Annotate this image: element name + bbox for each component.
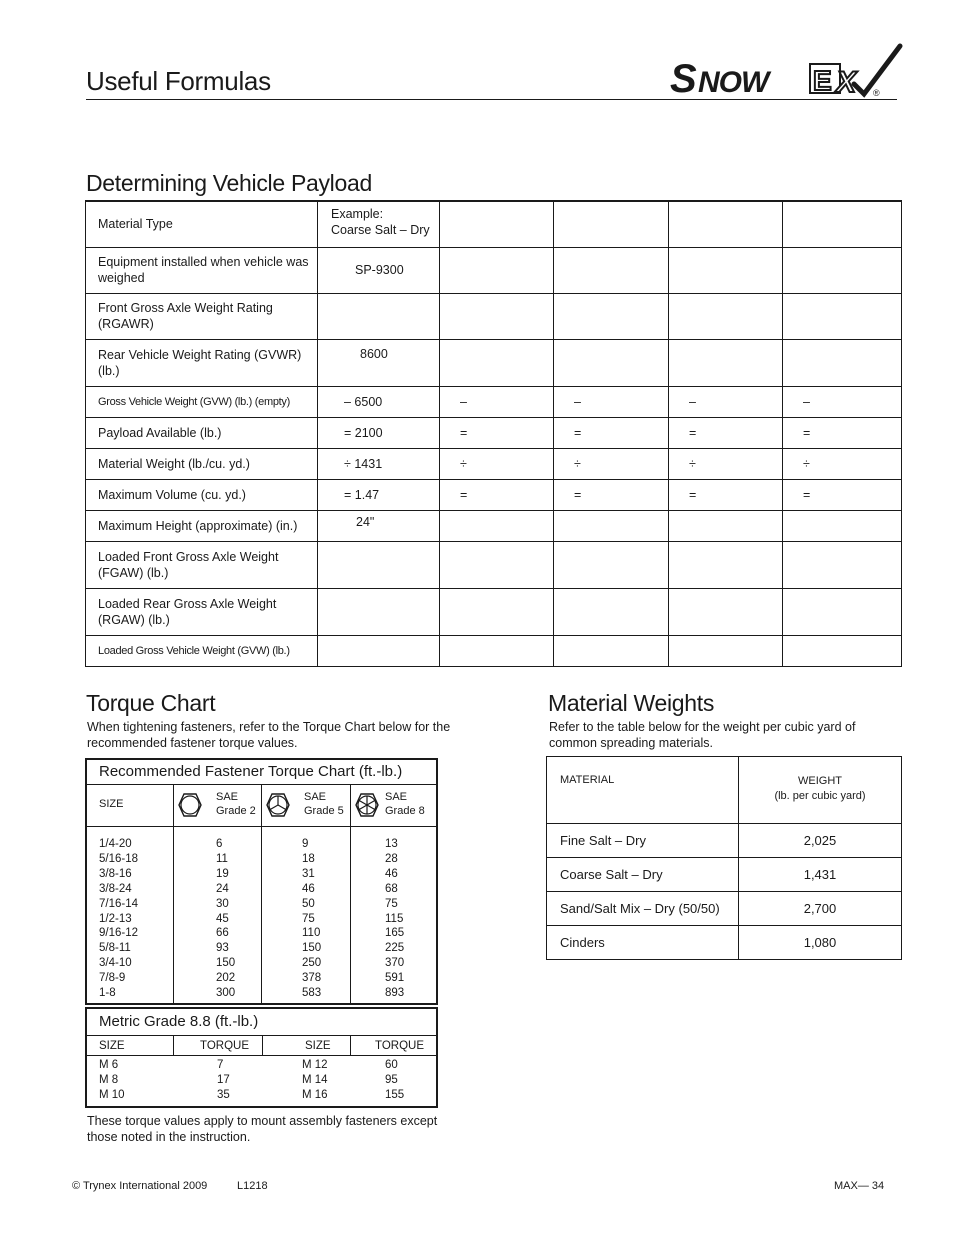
payload-entry-cell (554, 201, 669, 247)
torque-value: 75 (302, 912, 315, 925)
payload-row (86, 510, 902, 541)
material-row (547, 926, 902, 960)
torque-heading: Torque Chart (86, 690, 216, 716)
hex-bolt-grade5-icon (266, 793, 290, 817)
metric-torque-b (351, 1058, 436, 1103)
payload-entry-cell (783, 247, 902, 293)
size-values (87, 827, 173, 1003)
payload-entry-cell: ÷ (554, 448, 669, 479)
metric-torque-chart (85, 1007, 438, 1108)
payload-entry-cell: = (783, 479, 902, 510)
torque-value: 225 (385, 942, 405, 955)
metric-torque-value: 35 (217, 1089, 230, 1101)
material-weights-table (546, 756, 902, 960)
fastener-size: 9/16-12 (99, 927, 139, 940)
metric-torque-value: 17 (217, 1074, 230, 1086)
weight-column-header: WEIGHT (lb. per cubic yard) (739, 757, 902, 824)
fastener-size: 5/16-18 (99, 852, 139, 865)
material-name: Fine Salt – Dry (547, 824, 739, 858)
metric-size: M 6 (99, 1059, 119, 1071)
material-weights-intro: Refer to the table below for the weight per cubic yard of common spreading materials. (549, 720, 856, 750)
metric-size-header-2: SIZE (263, 1036, 351, 1056)
torque-value: 150 (216, 957, 236, 970)
payload-entry-cell (783, 339, 902, 386)
torque-value: 6 (216, 838, 223, 850)
payload-row (86, 417, 902, 448)
torque-value: 18 (302, 852, 315, 865)
footer-page-number: MAX— 34 (834, 1180, 885, 1192)
size-column (87, 785, 174, 1003)
material-row (547, 824, 902, 858)
material-row (547, 892, 902, 926)
metric-chart-title: Metric Grade 8.8 (ft.-lb.) (87, 1009, 436, 1036)
material-column-header: MATERIAL (547, 757, 739, 824)
torque-value: 93 (216, 942, 229, 955)
payload-row-label: Material Type (86, 201, 318, 247)
torque-value: 75 (385, 897, 398, 910)
payload-entry-cell: = (440, 417, 554, 448)
torque-note: These torque values apply to mount assembly fasteners except those noted in the instruction. (87, 1114, 438, 1144)
fastener-size: 3/8-24 (99, 882, 132, 895)
payload-entry-cell: – (669, 386, 783, 417)
fastener-size: 3/8-16 (99, 867, 132, 880)
grade8-values (351, 827, 436, 1003)
payload-entry-cell (669, 541, 783, 588)
payload-entry-cell (554, 247, 669, 293)
payload-table (85, 200, 902, 667)
metric-size: M 14 (302, 1074, 328, 1086)
torque-value: 46 (302, 882, 315, 895)
torque-chart (85, 758, 438, 1005)
metric-size: M 12 (302, 1059, 328, 1071)
payload-example-cell: = 2100 (318, 417, 440, 448)
torque-value: 46 (385, 867, 398, 880)
torque-value: 30 (216, 897, 229, 910)
fastener-size: 7/16-14 (99, 897, 139, 910)
material-weight: 2,700 (739, 892, 902, 926)
payload-entry-cell (554, 293, 669, 339)
svg-text:E: E (813, 65, 832, 96)
fastener-size: 5/8-11 (99, 942, 131, 955)
payload-entry-cell (554, 588, 669, 635)
payload-entry-cell (783, 635, 902, 666)
metric-torque-a (174, 1058, 263, 1103)
payload-entry-cell (440, 293, 554, 339)
payload-entry-cell (554, 510, 669, 541)
payload-row (86, 635, 902, 666)
payload-heading: Determining Vehicle Payload (86, 170, 372, 196)
payload-example-cell: ÷ 1431 (318, 448, 440, 479)
payload-entry-cell: ÷ (440, 448, 554, 479)
metric-size-header: SIZE (87, 1036, 174, 1056)
torque-value: 31 (302, 867, 315, 880)
payload-row-label: Loaded Gross Vehicle Weight (GVW) (lb.) (86, 635, 318, 666)
payload-row-label: Maximum Volume (cu. yd.) (86, 479, 318, 510)
payload-example-cell: – 6500 (318, 386, 440, 417)
torque-value: 50 (302, 897, 315, 910)
metric-torque-header-2: TORQUE (351, 1036, 436, 1056)
torque-intro: When tightening fasteners, refer to the Torque Chart below for the recommended fastener torque values. (87, 720, 451, 750)
payload-entry-cell (669, 339, 783, 386)
payload-row (86, 479, 902, 510)
payload-entry-cell (783, 201, 902, 247)
material-weight: 2,025 (739, 824, 902, 858)
size-header: SIZE (87, 785, 173, 827)
payload-entry-cell (669, 293, 783, 339)
metric-size: M 8 (99, 1074, 119, 1086)
payload-entry-cell: – (440, 386, 554, 417)
torque-value: 45 (216, 912, 229, 925)
payload-row-label: Equipment installed when vehicle was weighed (86, 247, 318, 293)
payload-entry-cell: = (669, 417, 783, 448)
payload-row-label: Maximum Height (approximate) (in.) (86, 510, 318, 541)
torque-value: 13 (385, 838, 398, 850)
torque-value: 893 (385, 987, 405, 1000)
torque-value: 9 (302, 838, 309, 850)
payload-entry-cell (783, 588, 902, 635)
torque-value: 202 (216, 972, 236, 985)
payload-entry-cell (669, 635, 783, 666)
torque-value: 370 (385, 957, 405, 970)
payload-row (86, 541, 902, 588)
payload-entry-cell: = (554, 479, 669, 510)
grade5-values (262, 827, 350, 1003)
payload-entry-cell (669, 510, 783, 541)
payload-example-cell (318, 293, 440, 339)
hex-bolt-grade8-icon (355, 793, 379, 817)
payload-entry-cell (669, 201, 783, 247)
payload-entry-cell (783, 510, 902, 541)
payload-entry-cell (783, 293, 902, 339)
payload-row (86, 247, 902, 293)
grade2-column: SAE Grade 2 6 11 19 24 30 45 66 93 150 202 300 (174, 785, 262, 1003)
payload-row-label: Rear Vehicle Weight Rating (GVWR) (lb.) (86, 339, 318, 386)
metric-torque-value: 155 (385, 1089, 405, 1101)
payload-row-label: Loaded Rear Gross Axle Weight (RGAW) (lb.) (86, 588, 318, 635)
metric-torque-value: 7 (217, 1059, 224, 1071)
grade8-column: SAE Grade 8 13 28 46 68 75 115 165 225 370 591 893 (351, 785, 436, 1003)
payload-entry-cell (554, 339, 669, 386)
payload-row-label: Loaded Front Gross Axle Weight (FGAW) (lb.) (86, 541, 318, 588)
payload-example-cell: 24" (318, 510, 440, 541)
payload-entry-cell (440, 339, 554, 386)
torque-value: 300 (216, 987, 236, 1000)
metric-sizes-a (87, 1058, 174, 1103)
payload-row-label: Material Weight (lb./cu. yd.) (86, 448, 318, 479)
material-name: Cinders (547, 926, 739, 960)
payload-example-cell: = 1.47 (318, 479, 440, 510)
svg-text:®: ® (873, 88, 880, 98)
metric-torque-value: 60 (385, 1059, 398, 1071)
payload-row (86, 293, 902, 339)
payload-row (86, 386, 902, 417)
payload-entry-cell (554, 541, 669, 588)
fastener-size: 3/4-10 (99, 957, 132, 970)
hex-bolt-grade2-icon (178, 793, 202, 817)
payload-entry-cell (669, 588, 783, 635)
material-name: Sand/Salt Mix – Dry (50/50) (547, 892, 739, 926)
torque-value: 150 (302, 942, 322, 955)
torque-chart-title: Recommended Fastener Torque Chart (ft.-lb.) (87, 760, 436, 785)
payload-row (86, 448, 902, 479)
torque-value: 66 (216, 927, 229, 940)
svg-text:NOW: NOW (698, 66, 769, 98)
metric-sizes-b (263, 1058, 351, 1103)
payload-entry-cell: = (669, 479, 783, 510)
torque-value: 591 (385, 972, 405, 985)
fastener-size: 1/2-13 (99, 912, 132, 925)
torque-value: 165 (385, 927, 405, 940)
snowex-logo (668, 40, 903, 98)
metric-size: M 10 (99, 1089, 125, 1101)
metric-torque-header: TORQUE (174, 1036, 263, 1056)
payload-entry-cell: ÷ (669, 448, 783, 479)
payload-entry-cell: ÷ (783, 448, 902, 479)
payload-example-cell: Example: Coarse Salt – Dry (318, 201, 440, 247)
material-weight: 1,080 (739, 926, 902, 960)
footer-copyright: © Trynex International 2009 (72, 1180, 208, 1192)
torque-value: 11 (216, 852, 228, 865)
torque-value: 583 (302, 987, 322, 1000)
payload-example-cell (318, 588, 440, 635)
payload-entry-cell (669, 247, 783, 293)
payload-entry-cell (440, 635, 554, 666)
metric-size: M 16 (302, 1089, 328, 1101)
material-name: Coarse Salt – Dry (547, 858, 739, 892)
material-row (547, 858, 902, 892)
torque-value: 28 (385, 852, 398, 865)
torque-value: 68 (385, 882, 398, 895)
payload-row-label: Gross Vehicle Weight (GVW) (lb.) (empty) (86, 386, 318, 417)
svg-text:X: X (836, 66, 857, 98)
payload-row (86, 339, 902, 386)
torque-value: 378 (302, 972, 322, 985)
payload-entry-cell: – (554, 386, 669, 417)
fastener-size: 1/4-20 (99, 838, 132, 850)
payload-entry-cell (440, 588, 554, 635)
payload-entry-cell: = (440, 479, 554, 510)
torque-value: 110 (302, 927, 321, 940)
material-weights-heading: Material Weights (548, 690, 715, 716)
payload-row (86, 201, 902, 247)
fastener-size: 1-8 (99, 987, 116, 1000)
fastener-size: 7/8-9 (99, 972, 126, 985)
grade5-column: SAE Grade 5 9 18 31 46 50 75 110 150 250 378 583 (262, 785, 351, 1003)
material-weight: 1,431 (739, 858, 902, 892)
title-rule (86, 99, 897, 100)
payload-entry-cell (440, 541, 554, 588)
payload-entry-cell (440, 201, 554, 247)
torque-value: 115 (385, 912, 404, 925)
payload-row (86, 588, 902, 635)
metric-torque-value: 95 (385, 1074, 398, 1086)
payload-entry-cell (783, 541, 902, 588)
payload-entry-cell: = (554, 417, 669, 448)
logo-text-s: S (670, 57, 696, 98)
payload-entry-cell (440, 510, 554, 541)
footer-document-code: L1218 (237, 1180, 268, 1192)
payload-row-label: Front Gross Axle Weight Rating (RGAWR) (86, 293, 318, 339)
torque-value: 24 (216, 882, 229, 895)
payload-entry-cell: – (783, 386, 902, 417)
payload-example-cell (318, 541, 440, 588)
grade2-values (174, 827, 261, 1003)
payload-example-cell (318, 635, 440, 666)
payload-example-cell: SP-9300 (318, 247, 440, 293)
torque-value: 19 (216, 867, 229, 880)
payload-example-cell: 8600 (318, 339, 440, 386)
torque-value: 250 (302, 957, 322, 970)
payload-row-label: Payload Available (lb.) (86, 417, 318, 448)
page-title: Useful Formulas (86, 66, 271, 96)
payload-entry-cell (440, 247, 554, 293)
payload-entry-cell (554, 635, 669, 666)
payload-entry-cell: = (783, 417, 902, 448)
